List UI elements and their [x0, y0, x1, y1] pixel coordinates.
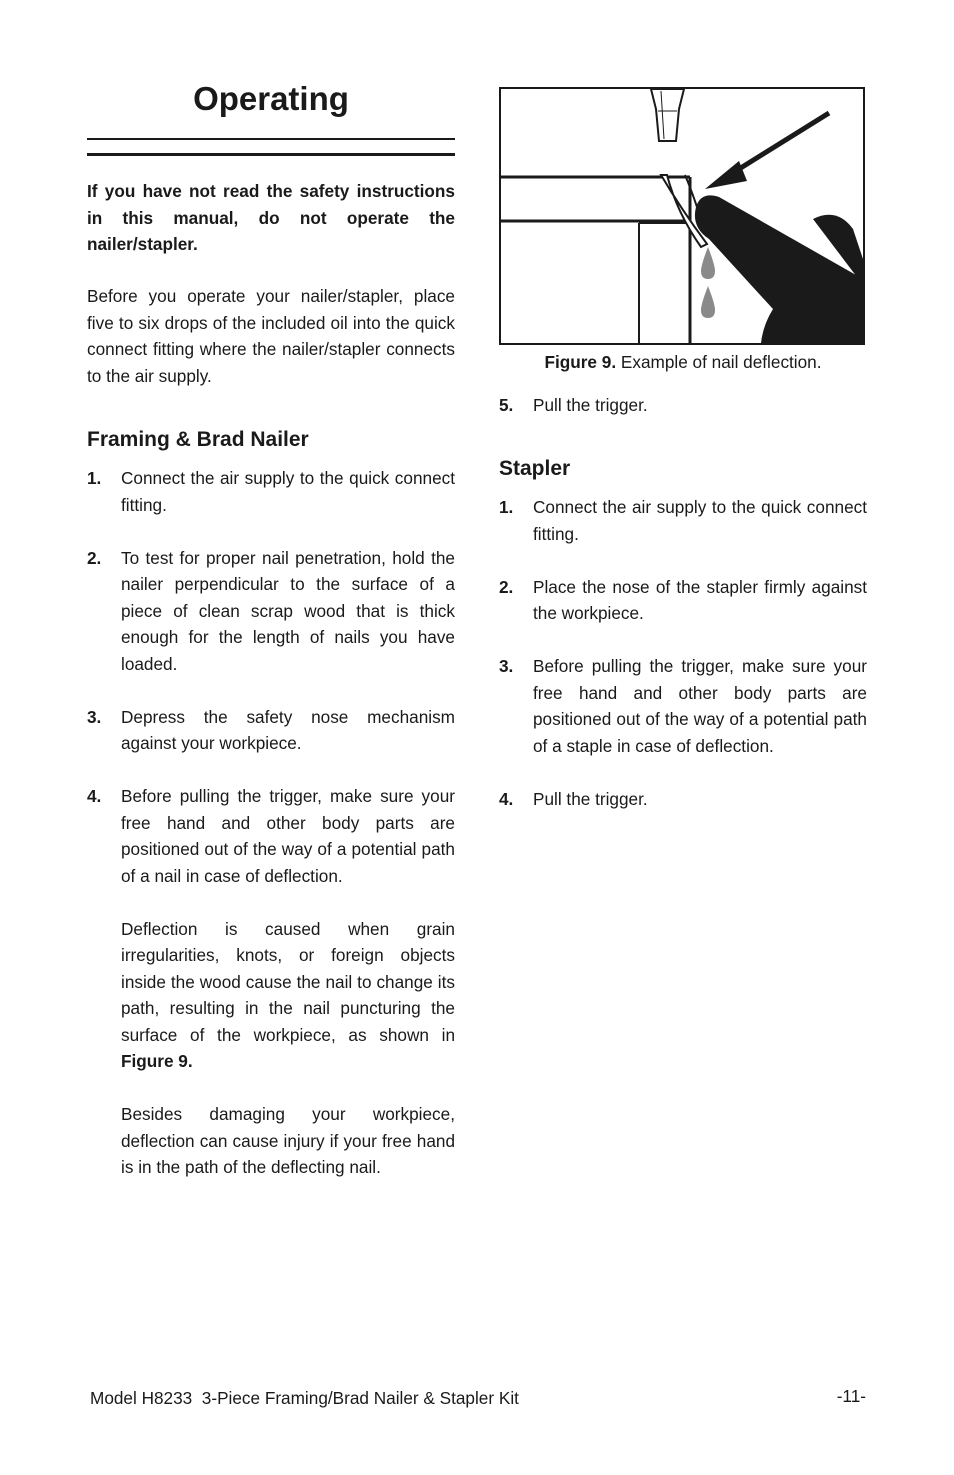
safety-warning: If you have not read the safety instructions in this manual, do not operate the nailer/stapler. [87, 181, 455, 254]
figure-caption [499, 352, 867, 373]
step-number: 4. [87, 786, 102, 806]
nailer-nose [651, 89, 684, 141]
page-title: Operating [193, 80, 349, 117]
deflection-paragraph [121, 916, 455, 1075]
step-text: To test for proper nail penetration, hold the nailer perpendicular to the surface of a piece of clean scrap wood that is thick enough for the length of nails you have loaded. [121, 547, 455, 674]
step-text: Pull the trigger. [533, 395, 648, 415]
step-text: Connect the air supply to the quick connect fitting. [121, 468, 455, 515]
list-item [499, 494, 867, 547]
step-text: Before pulling the trigger, make sure your free hand and other body parts are positioned out of the way of a potential path of a nail in case of deflection. [121, 786, 455, 886]
step-text: Pull the trigger. [533, 788, 648, 809]
step-number: 1. [499, 497, 514, 517]
list-item [87, 545, 455, 678]
step-number: 3. [87, 706, 102, 727]
step-text: Depress the safety nose mechanism against your workpiece. [121, 706, 455, 753]
step-number: 2. [87, 547, 102, 568]
framing-heading: Framing & Brad Nailer [87, 428, 309, 451]
intro-paragraph: Before you operate your nailer/stapler, place five to six drops of the included oil into the quick connect fitting where the nailer/stapler connects to the air supply. [87, 286, 455, 386]
nail-deflection-drawing [501, 89, 863, 343]
footer-model: Model H8233 3-Piece Framing/Brad Nailer & Stapler Kit [90, 1388, 519, 1408]
list-item [499, 392, 867, 419]
list-item [87, 704, 455, 757]
title-rule-bottom [87, 153, 455, 156]
caption-text: Example of nail deflection. [616, 352, 822, 372]
caption-label: Figure 9. [544, 352, 617, 372]
injury-paragraph: Besides damaging your workpiece, deflection can cause injury if your free hand is in the path of the deflecting nail. [121, 1104, 455, 1177]
list-item [499, 786, 867, 813]
step-number: 1. [87, 468, 102, 488]
step-text: Connect the air supply to the quick connect fitting. [533, 497, 867, 544]
blood-drop-icon [701, 286, 715, 318]
step-number: 3. [499, 656, 514, 676]
step-text: Place the nose of the stapler firmly against the workpiece. [533, 576, 867, 623]
page-number: -11- [836, 1386, 866, 1406]
framing-steps-continued [499, 392, 867, 419]
list-item [499, 653, 867, 759]
step-number: 4. [499, 788, 514, 809]
figure-9-illustration [499, 87, 865, 345]
stapler-steps [499, 494, 867, 812]
title-rule-top [87, 138, 455, 140]
list-item [87, 783, 455, 1181]
framing-steps [87, 465, 455, 1181]
step-number: 2. [499, 576, 514, 597]
blood-drop-icon [701, 247, 715, 279]
stapler-heading: Stapler [499, 457, 571, 480]
figure-reference: Figure 9. [121, 1051, 193, 1071]
step-text: Before pulling the trigger, make sure your free hand and other body parts are positioned out of the way of a potential path of a staple in case of deflection. [533, 656, 867, 756]
list-item [499, 574, 867, 627]
deflection-text: Deflection is caused when grain irregularities, knots, or foreign objects inside the wood cause the nail to change its path, resulting in the nail puncturing the surface of the workpiece, as shown in [121, 918, 455, 1045]
list-item [87, 465, 455, 518]
step-number: 5. [499, 395, 514, 415]
